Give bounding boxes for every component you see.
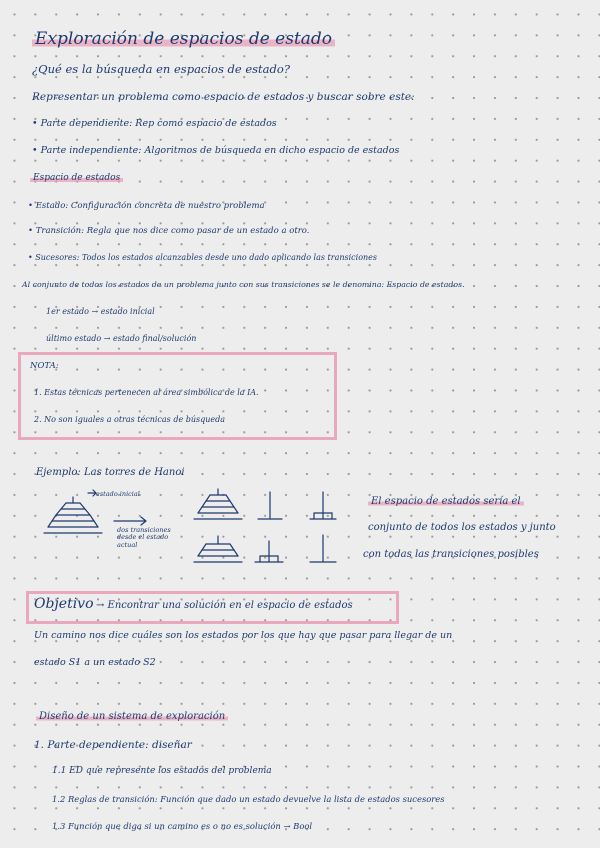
nota-label: NOTA: [30,361,59,371]
objetivo-label: Objetivo [34,596,94,612]
diseno-subitem-3: 1.3 Función que diga si un camino es o no es solución → Bool [52,821,313,831]
ultimo-estado: último estado → estado final/solución [46,334,197,343]
nota-item-1: 1. Estas técnicas pertenecen al área simbólica de la IA. [34,388,259,397]
primer-estado: 1er estado → estado inicial [46,307,155,316]
nota-item-2: 2. No son iguales a otras técnicas de búsqueda [34,415,225,424]
diseno-title: Diseño de un sistema de exploración [36,712,228,722]
question-heading: ¿Qué es la búsqueda en espacios de estado? [32,62,290,76]
annot-dos-transiciones: dos transiciones desde el estado actual [117,526,171,549]
bullet-dependiente: • Parte dependiente: Rep como espacio de estados [32,118,277,129]
objetivo-line-2: estado S1 a un estado S2 [34,657,156,668]
bullet-independiente: • Parte independiente: Algoritmos de búsqueda en dicho espacio de estados [32,145,400,156]
intro-text: Representar un problema como espacio de estados y buscar sobre este: [32,91,415,103]
ejemplo-label: Ejemplo: Las torres de Hanoi [36,467,185,478]
side-text-2: conjunto de todos los estados y junto [368,522,556,533]
side-text-1: El espacio de estados sería el [368,497,524,507]
diseno-item-1: 1. Parte dependiente: diseñar [34,739,192,751]
section-espacio-heading: Espacio de estados [30,174,123,183]
def-sucesores: • Sucesores: Todos los estados alcanzables desde uno dado aplicando las transiciones [28,253,377,262]
diseno-subitem-2: 1.2 Reglas de transición: Función que dado un estado devuelve la lista de estados sucesores [52,794,445,804]
objetivo-line-1: Un camino nos dice cuáles son los estados por los que hay que pasar para llegar de un [34,630,453,641]
diseno-subitem-1: 1.1 ED que represente los estados del problema [52,766,272,776]
def-estado: • Estado: Configuración concreta de nuestro problema [28,201,265,211]
objetivo-text: → Encontrar una solución en el espacio de estados [96,600,353,611]
page-title: Exploración de espacios de estado [32,31,335,48]
def-transicion: • Transición: Regla que nos dice como pasar de un estado a otro. [28,226,310,236]
side-text-3: con todas las transiciones posibles [363,549,539,560]
conjunto-text: Al conjunto de todos los estados de un problema junto con sus transiciones se le denomina: Espacio de estados. [22,280,465,289]
annot-estado-inicial: estado inicial [96,490,140,498]
